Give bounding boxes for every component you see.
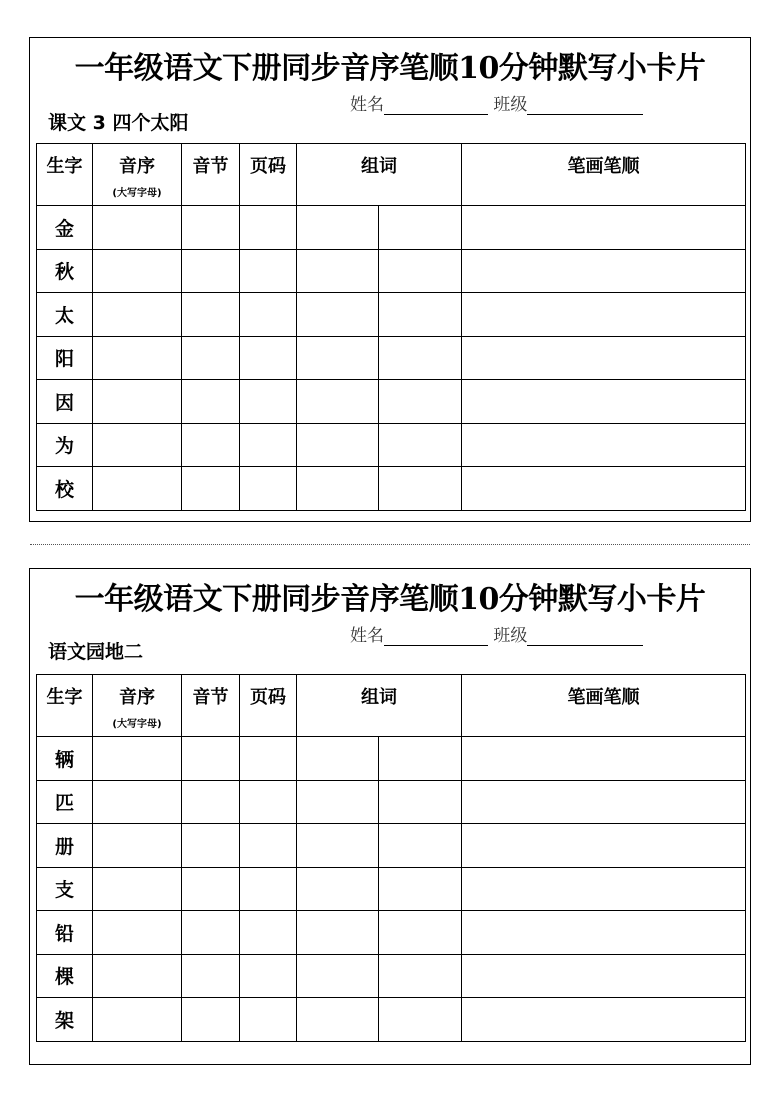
strokes-cell[interactable] (462, 867, 746, 911)
strokes-cell[interactable] (462, 467, 746, 511)
char-cell: 太 (37, 293, 93, 337)
word-cell[interactable] (297, 293, 379, 337)
class-blank[interactable] (527, 629, 643, 646)
char-cell: 因 (37, 380, 93, 424)
table-row (37, 998, 746, 1042)
header-strokes: 笔画笔顺 (462, 144, 746, 206)
strokes-cell[interactable] (462, 824, 746, 868)
name-label: 姓名 (350, 626, 384, 646)
char-cell: 架 (37, 998, 93, 1042)
syllable-cell[interactable] (182, 954, 240, 998)
page-cell[interactable] (240, 998, 297, 1042)
card-title: 一年级语文下册同步音序笔顺10分钟默写小卡片 (74, 51, 706, 86)
table-row (37, 206, 746, 250)
word-cell[interactable] (379, 467, 462, 511)
word-cell[interactable] (297, 867, 379, 911)
strokes-cell[interactable] (462, 998, 746, 1042)
word-cell[interactable] (379, 336, 462, 380)
char-cell: 册 (37, 824, 93, 868)
header-order-note: (大写字母) (112, 188, 162, 199)
worksheet-card (29, 568, 751, 1065)
student-info (350, 90, 643, 115)
order-cell[interactable] (93, 423, 182, 467)
strokes-cell[interactable] (462, 380, 746, 424)
page-cell[interactable] (240, 867, 297, 911)
word-cell[interactable] (297, 380, 379, 424)
dictation-table (36, 143, 746, 511)
page-cell[interactable] (240, 780, 297, 824)
word-cell[interactable] (379, 380, 462, 424)
header-syllable: 音节 (182, 144, 240, 206)
word-cell[interactable] (297, 911, 379, 955)
order-cell[interactable] (93, 293, 182, 337)
strokes-cell[interactable] (462, 249, 746, 293)
word-cell[interactable] (297, 998, 379, 1042)
order-cell[interactable] (93, 249, 182, 293)
table-row (37, 423, 746, 467)
worksheet-card (29, 37, 751, 522)
char-cell: 金 (37, 206, 93, 250)
word-cell[interactable] (379, 249, 462, 293)
table-row (37, 336, 746, 380)
word-cell[interactable] (297, 336, 379, 380)
syllable-cell[interactable] (182, 206, 240, 250)
word-cell[interactable] (379, 737, 462, 781)
header-strokes: 笔画笔顺 (462, 675, 746, 737)
char-cell: 秋 (37, 249, 93, 293)
strokes-cell[interactable] (462, 737, 746, 781)
header-page: 页码 (240, 675, 297, 737)
char-cell: 支 (37, 867, 93, 911)
page-cell[interactable] (240, 249, 297, 293)
student-info (350, 621, 643, 646)
table-row (37, 780, 746, 824)
page-cell[interactable] (240, 336, 297, 380)
page-cell[interactable] (240, 954, 297, 998)
strokes-cell[interactable] (462, 954, 746, 998)
header-page: 页码 (240, 144, 297, 206)
lesson-title: 课文 3 四个太阳 (48, 112, 189, 134)
word-cell[interactable] (379, 780, 462, 824)
order-cell[interactable] (93, 824, 182, 868)
header-syllable: 音节 (182, 675, 240, 737)
order-cell[interactable] (93, 336, 182, 380)
syllable-cell[interactable] (182, 780, 240, 824)
class-label: 班级 (493, 626, 528, 646)
header-order-label: 音序 (119, 687, 155, 708)
order-cell[interactable] (93, 737, 182, 781)
name-blank[interactable] (384, 98, 488, 115)
strokes-cell[interactable] (462, 336, 746, 380)
strokes-cell[interactable] (462, 206, 746, 250)
class-label: 班级 (493, 95, 528, 115)
syllable-cell[interactable] (182, 867, 240, 911)
lesson-title: 语文园地二 (48, 641, 144, 663)
page-cell[interactable] (240, 380, 297, 424)
table-row (37, 467, 746, 511)
word-cell[interactable] (379, 206, 462, 250)
page-cell[interactable] (240, 911, 297, 955)
table-row (37, 293, 746, 337)
header-char: 生字 (37, 675, 93, 737)
header-words: 组词 (297, 144, 462, 206)
header-order (93, 675, 182, 737)
page-cell[interactable] (240, 293, 297, 337)
word-cell[interactable] (297, 780, 379, 824)
strokes-cell[interactable] (462, 293, 746, 337)
order-cell[interactable] (93, 911, 182, 955)
syllable-cell[interactable] (182, 467, 240, 511)
word-cell[interactable] (379, 293, 462, 337)
card-title: 一年级语文下册同步音序笔顺10分钟默写小卡片 (74, 582, 706, 617)
cut-line-divider (30, 544, 750, 545)
table-row (37, 911, 746, 955)
order-cell[interactable] (93, 780, 182, 824)
char-cell: 匹 (37, 780, 93, 824)
table-row (37, 824, 746, 868)
word-cell[interactable] (379, 867, 462, 911)
word-cell[interactable] (297, 423, 379, 467)
word-cell[interactable] (297, 737, 379, 781)
header-order-label: 音序 (119, 156, 155, 177)
header-order-note: (大写字母) (112, 719, 162, 730)
syllable-cell[interactable] (182, 293, 240, 337)
order-cell[interactable] (93, 998, 182, 1042)
char-cell: 阳 (37, 336, 93, 380)
order-cell[interactable] (93, 867, 182, 911)
table-row (37, 867, 746, 911)
char-cell: 为 (37, 423, 93, 467)
order-cell[interactable] (93, 954, 182, 998)
syllable-cell[interactable] (182, 998, 240, 1042)
char-cell: 辆 (37, 737, 93, 781)
order-cell[interactable] (93, 206, 182, 250)
char-cell: 校 (37, 467, 93, 511)
name-label: 姓名 (350, 95, 384, 115)
word-cell[interactable] (297, 249, 379, 293)
dictation-table (36, 674, 746, 1042)
header-char: 生字 (37, 144, 93, 206)
word-cell[interactable] (297, 954, 379, 998)
name-blank[interactable] (384, 629, 488, 646)
word-cell[interactable] (379, 954, 462, 998)
page-cell[interactable] (240, 737, 297, 781)
strokes-cell[interactable] (462, 911, 746, 955)
page-cell[interactable] (240, 423, 297, 467)
syllable-cell[interactable] (182, 423, 240, 467)
order-cell[interactable] (93, 380, 182, 424)
word-cell[interactable] (379, 824, 462, 868)
page-cell[interactable] (240, 206, 297, 250)
word-cell[interactable] (379, 998, 462, 1042)
header-row (37, 144, 746, 206)
header-row (37, 675, 746, 737)
word-cell[interactable] (379, 911, 462, 955)
table-row (37, 737, 746, 781)
syllable-cell[interactable] (182, 911, 240, 955)
order-cell[interactable] (93, 467, 182, 511)
table-row (37, 380, 746, 424)
strokes-cell[interactable] (462, 423, 746, 467)
word-cell[interactable] (379, 423, 462, 467)
char-cell: 铅 (37, 911, 93, 955)
table-row (37, 249, 746, 293)
page-cell[interactable] (240, 467, 297, 511)
syllable-cell[interactable] (182, 249, 240, 293)
word-cell[interactable] (297, 206, 379, 250)
char-cell: 棵 (37, 954, 93, 998)
word-cell[interactable] (297, 824, 379, 868)
word-cell[interactable] (297, 467, 379, 511)
class-blank[interactable] (527, 98, 643, 115)
page-cell[interactable] (240, 824, 297, 868)
syllable-cell[interactable] (182, 824, 240, 868)
strokes-cell[interactable] (462, 780, 746, 824)
syllable-cell[interactable] (182, 737, 240, 781)
syllable-cell[interactable] (182, 336, 240, 380)
table-row (37, 954, 746, 998)
header-words: 组词 (297, 675, 462, 737)
syllable-cell[interactable] (182, 380, 240, 424)
header-order (93, 144, 182, 206)
